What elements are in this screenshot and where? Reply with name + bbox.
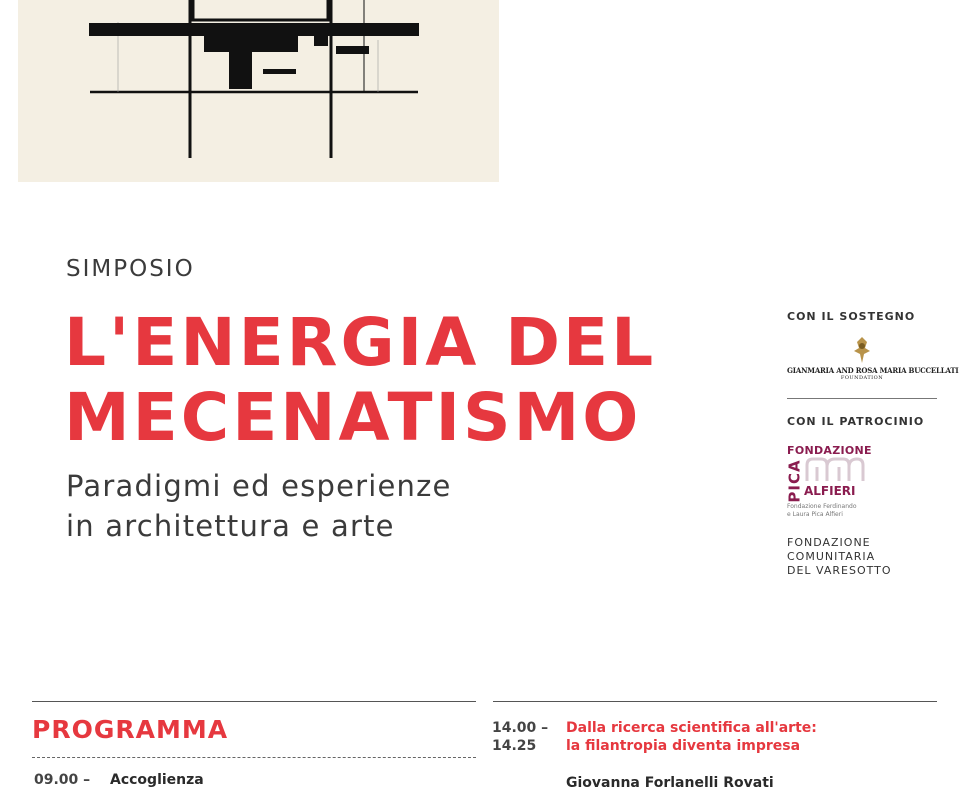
buccellati-name: GIANMARIA AND ROSA MARIA BUCCELLATI (787, 366, 959, 375)
event-title-line-1: L'ENERGIA DEL (64, 304, 657, 381)
pica-caption-line-1: Fondazione Ferdinando (787, 503, 857, 510)
sponsors-divider (787, 398, 937, 399)
pica-top-text: FONDAZIONE (787, 444, 872, 457)
event-subtitle-line-1: Paradigmi ed esperienze (66, 469, 452, 503)
slot-title-line-2: la filantropia diventa impresa (566, 738, 801, 754)
programme-right-top-rule (493, 701, 937, 702)
programme-left-column (32, 701, 476, 788)
pica-monogram-icon (805, 457, 865, 483)
pica-bottom-text: ALFIERI (804, 484, 856, 498)
event-type-label: SIMPOSIO (66, 256, 195, 282)
event-subtitle-line-2: in architettura e arte (66, 509, 395, 543)
pica-side-text: PICA (785, 459, 804, 503)
pica-caption-line-2: e Laura Pica Alfieri (787, 511, 843, 518)
pica-caption (787, 503, 857, 519)
event-subtitle (66, 466, 586, 546)
slot-title: Accoglienza (110, 772, 204, 788)
slot-time: 09.00 – (34, 772, 91, 788)
programme-heading: PROGRAMMA (32, 715, 229, 744)
slot-speaker: Giovanna Forlanelli Rovati (566, 775, 774, 791)
crest-icon (851, 336, 873, 364)
cover-artwork (18, 0, 499, 182)
architectural-drawing (18, 0, 499, 182)
comunitaria-line-3: DEL VARESOTTO (787, 564, 892, 577)
pica-alfieri-logo (787, 444, 877, 524)
comunitaria-line-2: COMUNITARIA (787, 550, 876, 563)
programme-right-column (492, 701, 937, 791)
sponsors-column (785, 310, 959, 577)
support-label: CON IL SOSTEGNO (787, 310, 916, 323)
event-title (64, 305, 664, 455)
comunitaria-line-1: FONDAZIONE (787, 536, 871, 549)
event-title-line-2: MECENATISMO (64, 379, 642, 456)
fondazione-comunitaria-logo (787, 536, 892, 578)
programme-dashed-rule (32, 757, 476, 758)
buccellati-foundation-logo (787, 336, 959, 381)
slot-title-line-1: Dalla ricerca scientifica all'arte: (566, 720, 817, 736)
buccellati-sub: FOUNDATION (840, 375, 884, 381)
slot-title (566, 719, 817, 755)
slot-time-end: 14.25 (492, 738, 537, 754)
slot-time-start: 14.00 – (492, 720, 549, 736)
patronage-label: CON IL PATROCINIO (787, 415, 925, 428)
